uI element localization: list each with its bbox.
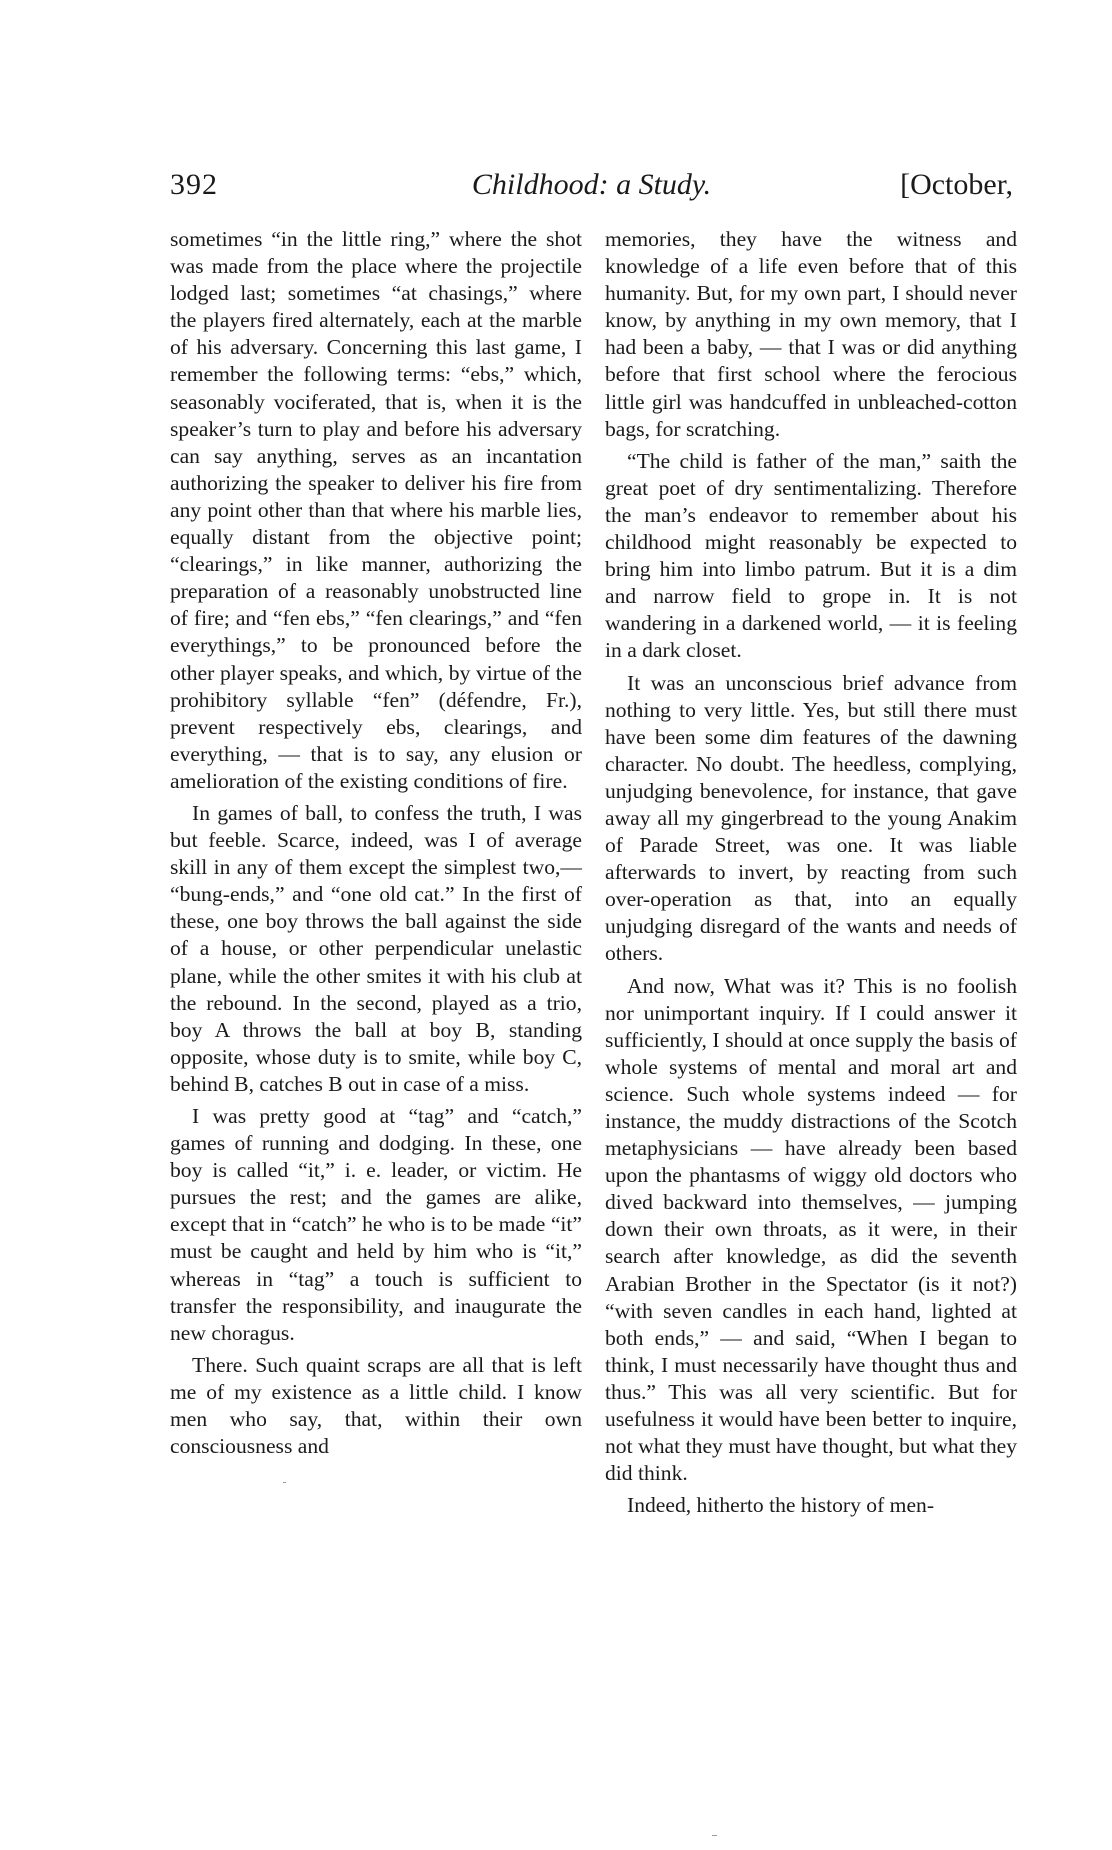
- running-title: Childhood: a Study.: [471, 168, 712, 201]
- paragraph-memories: memories, they have the witness and knowledge of a life even before that of this humanity. But, for my own part, I should never know, by anything in my own memory, that I had been a baby, — that I was or did anything before that first school where the ferocious little girl was handcuffed in unbleached-cotton bags, for scratching.: [605, 227, 1017, 441]
- paragraph-quaint-scraps: There. Such quaint scraps are all that is left me of my existence as a little child. I know men who say, that, within their own consciousness and: [170, 1352, 582, 1459]
- paragraph-unconscious-advance: It was an unconscious brief advance from nothing to very little. Yes, but still there must have been some dim features of the dawning character. No doubt. The heedless, complying, unjudging benevolence, for instance, that gave away all my gingerbread to the young Anakim of Parade Street, was one. It was liable afterwards to invert, by reacting from such over-operation as that, into an equally unjudging disregard of the wants and needs of others.: [605, 670, 1017, 966]
- paper-speck: [712, 1835, 717, 1836]
- paragraph-marbles: sometimes “in the little ring,” where the shot was made from the place where the projectile lodged last; sometimes “at chasings,” where the players fired alternately, each at the marble of his adversary. Concerning this last game, I remember the following terms: “ebs,” which, seasonably vociferated, that is, when it is the speaker’s turn to play and before his adversary can say anything, serves as an incantation authorizing the speaker to deliver his fire from any point other than that where his marble lies, equally distant from the objective point; “clearings,” in like manner, authorizing the preparation of a reasonably unobstructed line of fire; and “fen ebs,” “fen clearings,” and “fen everythings,” to be pronounced before the other player speaks, and which, by virtue of the prohibitory syllable “fen” (défendre, Fr.), prevent respectively ebs, clearings, and everything, — that is to say, any elusion or amelioration of the existing conditions of fire.: [170, 227, 582, 793]
- issue-month: [October,: [900, 168, 1013, 201]
- running-head: [170, 165, 1013, 205]
- right-column: [605, 226, 1017, 1524]
- paragraph-child-father: “The child is father of the man,” saith the great poet of dry sentimentalizing. Therefore the man’s endeavor to remember about his childhood might reasonably be expected to bring him into limbo patrum. But it is a dim and narrow field to grope in. It is not wandering in a darkened world, — it is feeling in a dark closet.: [605, 448, 1017, 663]
- paragraph-what-was-it: And now, What was it? This is no foolish nor unimportant inquiry. If I could answer it sufficiently, I should at once supply the basis of whole systems of mental and moral art and science. Such whole systems indeed — for instance, the muddy distractions of the Scotch metaphysicians — have already been based upon the phantasms of wiggy old doctors who dived backward into themselves, — jumping down their own throats, as it were, in their search after knowledge, as did the seventh Arabian Brother in the Spectator (is it not?) “with seven candles in each hand, lighted at both ends,” — and said, “When I began to think, I must necessarily have thought thus and thus.” This was all very scientific. But for usefulness it would have been better to inquire, not what they must have thought, but what they did think.: [605, 973, 1017, 1486]
- left-column: [170, 226, 582, 1465]
- paragraph-ball-games: In games of ball, to confess the truth, I was but feeble. Scarce, indeed, was I of average skill in any of them except the simplest two,— “bung-ends,” and “one old cat.” In the first of these, one boy throws the ball against the side of a house, or other perpendicular unelastic plane, while the other smites it with his club at the rebound. In the second, played as a trio, boy A throws the ball at boy B, standing opposite, whose duty is to smite, while boy C, behind B, catches B out in case of a miss.: [170, 800, 582, 1096]
- paper-speck: [283, 1482, 286, 1483]
- paragraph-history-of-men: Indeed, hitherto the history of men-: [627, 1493, 935, 1518]
- page-number: 392: [170, 168, 218, 201]
- paragraph-tag-catch: I was pretty good at “tag” and “catch,” games of running and dodging. In these, one boy is called “it,” i. e. leader, or victim. He pursues the rest; and the games are alike, except that in “catch” he who is to be made “it” must be caught and held by him who is “it,” whereas in “tag” a touch is sufficient to transfer the responsibility, and inaugurate the new choragus.: [170, 1104, 582, 1345]
